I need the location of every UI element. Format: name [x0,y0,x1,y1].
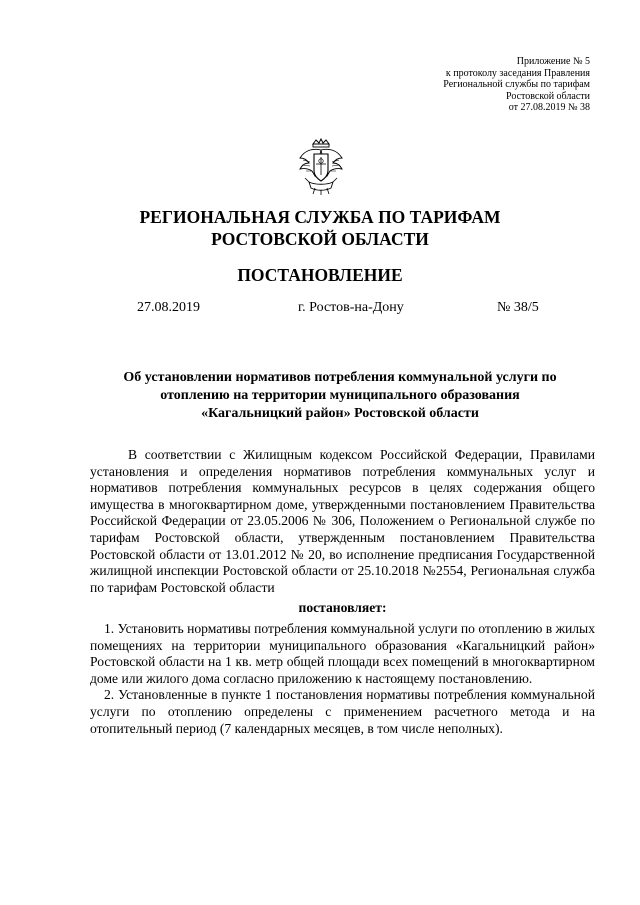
document-body [90,447,595,737]
preamble-paragraph: В соответствии с Жилищным кодексом Российской Федерации, Правилами установления и определения нормативов потребления коммунальных услуг и нормативов потребления коммунальных ресурсов в целях содержания общего имущества в многоквартирном доме, утвержденными постановлением Правительства Российской Федерации от 23.05.2006 № 306, Положением о Региональной службе по тарифам Ростовской области, утвержденным постановлением Правительства Ростовской области от 13.01.2012 № 20, во исполнение предписания Государственной жилищной инспекции Ростовской области от 25.10.2018 №2554, Региональная служба по тарифам Ростовской области [90,447,595,595]
item-2-paragraph: 2. Установленные в пункте 1 постановления нормативы потребления коммунальной услуги по отоплению определены с применением расчетного метода и на отопительный период (7 календарных месяцев, в том числе неполных). [90,687,595,736]
org-line-1: РЕГИОНАЛЬНАЯ СЛУЖБА ПО ТАРИФАМ [139,207,501,227]
org-line-2: РОСТОВСКОЙ ОБЛАСТИ [211,229,429,249]
document-subject [90,369,590,423]
item-1-paragraph: 1. Установить нормативы потребления коммунальной услуги по отоплению в жилых помещениях на территории муниципального образования «Кагальницкий район» Ростовской области на 1 кв. метр общей площади всех помещений в многоквартирном доме или жилого дома согласно приложению к настоящему постановлению. [90,620,595,686]
subject-line-3: «Кагальницкий район» Ростовской области [201,406,479,421]
annex-line-1: Приложение № 5 [516,56,590,67]
annex-line-3: Региональной службы по тарифам [443,79,590,91]
coat-of-arms-icon [295,138,347,196]
decree-word: постановляет: [298,600,387,616]
annex-line-5: от 27.08.2019 № 38 [508,102,590,114]
subject-line-1: Об установлении нормативов потребления коммунальной услуги по [123,370,557,385]
annex-line-2: к протоколу заседания Правления [445,67,590,79]
annex-note [443,56,590,114]
document-place: г. Ростов-на-Дону [298,300,404,315]
document-date: 27.08.2019 [137,300,200,315]
annex-line-4: Ростовской области [506,90,590,102]
document-type: ПОСТАНОВЛЕНИЕ [237,265,403,285]
subject-line-2: отоплению на территории муниципального образования [160,388,520,403]
document-number: № 38/5 [497,300,539,315]
organization-name [0,206,640,250]
